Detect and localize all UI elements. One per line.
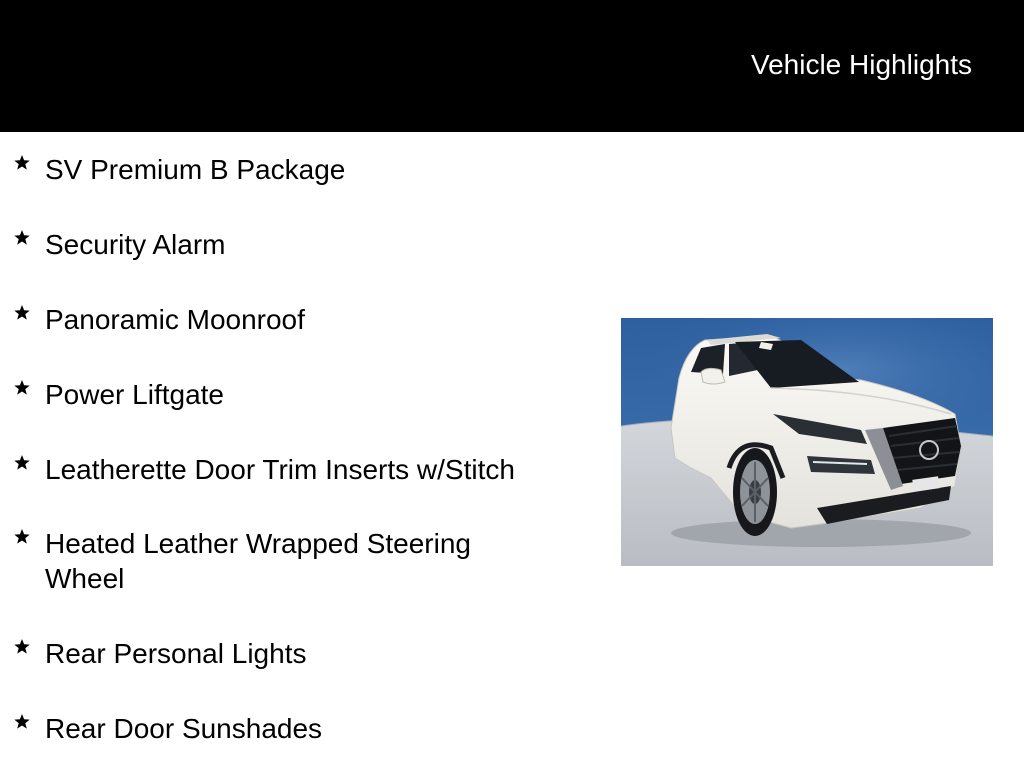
star-icon <box>11 711 33 733</box>
star-icon <box>11 152 33 174</box>
star-icon <box>11 452 33 474</box>
suv-illustration <box>621 318 993 566</box>
star-icon <box>11 636 33 658</box>
highlight-text: Panoramic Moonroof <box>45 304 305 335</box>
highlight-text: Leatherette Door Trim Inserts w/Stitch <box>45 454 515 485</box>
page-title: Vehicle Highlights <box>750 49 972 80</box>
highlight-text: Rear Door Sunshades <box>45 713 323 744</box>
highlight-text: Heated Leather Wrapped Steering Wheel <box>45 528 471 594</box>
header-bar <box>0 0 1024 132</box>
highlight-text: SV Premium B Package <box>45 154 346 185</box>
vehicle-photo <box>621 318 993 566</box>
highlight-text: Rear Personal Lights <box>45 638 307 669</box>
star-icon <box>11 302 33 324</box>
highlight-text: Power Liftgate <box>45 379 224 410</box>
star-icon <box>11 227 33 249</box>
highlight-text: Security Alarm <box>45 229 226 260</box>
star-icon <box>11 377 33 399</box>
star-icon <box>11 526 33 548</box>
